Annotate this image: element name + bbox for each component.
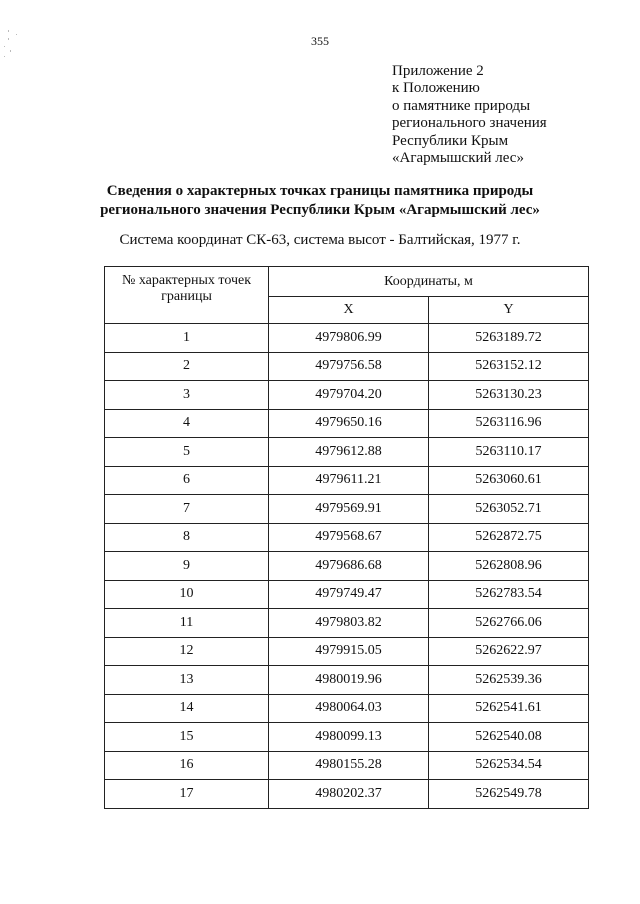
header-x: X [269, 297, 429, 324]
point-number-cell: 13 [105, 666, 269, 695]
table-row [105, 751, 589, 780]
coordinate-system-note: Система координат СК-63, система высот - Балтийская, 1977 г. [119, 232, 521, 248]
document-title [0, 182, 640, 220]
x-coordinate-cell: 4979612.88 [269, 438, 429, 467]
table-row [105, 495, 589, 524]
x-coordinate-cell: 4980064.03 [269, 694, 429, 723]
appendix-line: Республики Крым [392, 132, 509, 149]
y-coordinate-cell: 5262766.06 [429, 609, 589, 638]
x-coordinate-cell: 4979568.67 [269, 523, 429, 552]
table-row [105, 438, 589, 467]
table-row [105, 694, 589, 723]
point-number-cell: 3 [105, 381, 269, 410]
title-line: Сведения о характерных точках границы памятника природы [106, 183, 534, 199]
point-number-cell: 6 [105, 466, 269, 495]
table-row [105, 324, 589, 353]
x-coordinate-cell: 4979803.82 [269, 609, 429, 638]
point-number-cell: 2 [105, 352, 269, 381]
appendix-line: «Агармышский лес» [392, 150, 524, 167]
x-coordinate-cell: 4980155.28 [269, 751, 429, 780]
table-row [105, 381, 589, 410]
y-coordinate-cell: 5262622.97 [429, 637, 589, 666]
y-coordinate-cell: 5262541.61 [429, 694, 589, 723]
coordinates-table [104, 266, 589, 809]
point-number-cell: 12 [105, 637, 269, 666]
table-row [105, 352, 589, 381]
point-number-cell: 17 [105, 780, 269, 809]
table-row [105, 780, 589, 809]
table-row [105, 409, 589, 438]
y-coordinate-cell: 5262539.36 [429, 666, 589, 695]
y-coordinate-cell: 5262534.54 [429, 751, 589, 780]
table-row [105, 723, 589, 752]
point-number-cell: 9 [105, 552, 269, 581]
point-number-cell: 1 [105, 324, 269, 353]
x-coordinate-cell: 4979756.58 [269, 352, 429, 381]
y-coordinate-cell: 5262549.78 [429, 780, 589, 809]
y-coordinate-cell: 5263052.71 [429, 495, 589, 524]
point-number-cell: 5 [105, 438, 269, 467]
table-row [105, 609, 589, 638]
header-point-number: № характерных точек границы [105, 267, 269, 324]
x-coordinate-cell: 4979749.47 [269, 580, 429, 609]
point-number-cell: 15 [105, 723, 269, 752]
header-coordinates: Координаты, м [269, 267, 589, 297]
x-coordinate-cell: 4979806.99 [269, 324, 429, 353]
table-row [105, 523, 589, 552]
point-number-cell: 7 [105, 495, 269, 524]
appendix-line: о памятнике природы [392, 97, 531, 114]
point-number-cell: 11 [105, 609, 269, 638]
point-number-cell: 8 [105, 523, 269, 552]
header-y: Y [429, 297, 589, 324]
y-coordinate-cell: 5263116.96 [429, 409, 589, 438]
table-row [105, 552, 589, 581]
x-coordinate-cell: 4979650.16 [269, 409, 429, 438]
y-coordinate-cell: 5263110.17 [429, 438, 589, 467]
x-coordinate-cell: 4979704.20 [269, 381, 429, 410]
appendix-note [392, 63, 547, 167]
appendix-line: Приложение 2 [392, 63, 484, 79]
y-coordinate-cell: 5262808.96 [429, 552, 589, 581]
y-coordinate-cell: 5263152.12 [429, 352, 589, 381]
appendix-line: к Положению [392, 80, 480, 97]
title-line: регионального значения Республики Крым «Агармышский лес» [100, 202, 540, 218]
table-row [105, 466, 589, 495]
appendix-line: регионального значения [392, 115, 547, 132]
x-coordinate-cell: 4979686.68 [269, 552, 429, 581]
y-coordinate-cell: 5262783.54 [429, 580, 589, 609]
y-coordinate-cell: 5262872.75 [429, 523, 589, 552]
x-coordinate-cell: 4980099.13 [269, 723, 429, 752]
y-coordinate-cell: 5263189.72 [429, 324, 589, 353]
y-coordinate-cell: 5262540.08 [429, 723, 589, 752]
table-row [105, 666, 589, 695]
table-row [105, 637, 589, 666]
table-body [105, 324, 589, 809]
x-coordinate-cell: 4979569.91 [269, 495, 429, 524]
point-number-cell: 10 [105, 580, 269, 609]
point-number-cell: 4 [105, 409, 269, 438]
x-coordinate-cell: 4980202.37 [269, 780, 429, 809]
table-row [105, 580, 589, 609]
y-coordinate-cell: 5263060.61 [429, 466, 589, 495]
page-number: 355 [311, 34, 329, 48]
y-coordinate-cell: 5263130.23 [429, 381, 589, 410]
x-coordinate-cell: 4979611.21 [269, 466, 429, 495]
point-number-cell: 16 [105, 751, 269, 780]
x-coordinate-cell: 4979915.05 [269, 637, 429, 666]
x-coordinate-cell: 4980019.96 [269, 666, 429, 695]
point-number-cell: 14 [105, 694, 269, 723]
